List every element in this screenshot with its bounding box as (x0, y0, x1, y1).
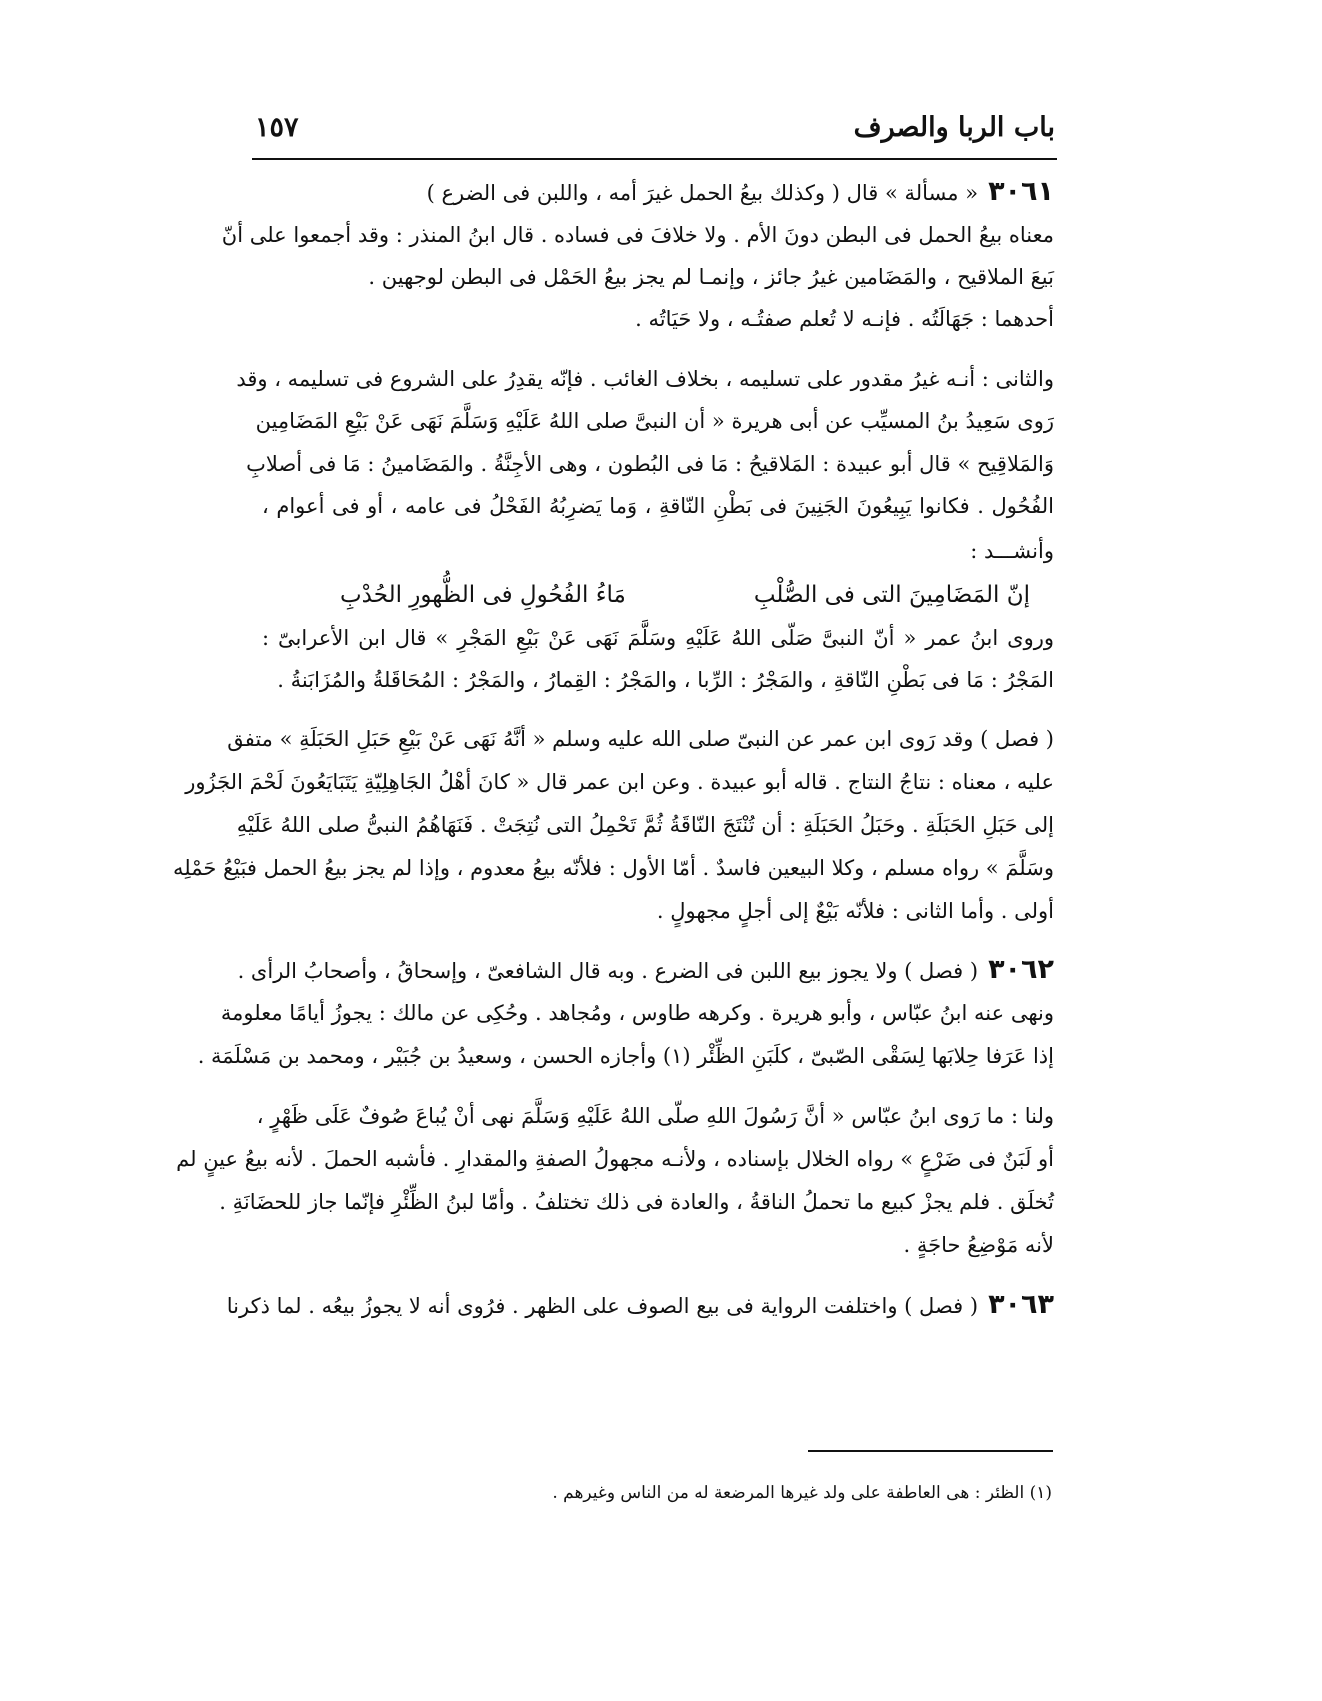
paragraph-number: ٣٠٦٢ (988, 954, 1054, 985)
paragraph-3062-line-4: ولنا : ما رَوى ابنُ عبّاس « أنَّ رَسُولَ اللهِ صلّى اللهُ عَلَيْهِ وَسَلَّمَ نهى أنْ يُباعَ صُوفٌ عَلَى ظَهْرٍ ، (256, 1104, 1054, 1128)
poem-first-hemistich: إنّ المَضَامِينَ التى فى الصُّلْبِ (753, 582, 1030, 608)
reason-two-line-3: وَالمَلاقِيح » قال أبو عبيدة : المَلاقيحُ : مَا فى البُطون ، وهى الأجِنَّةُ . والمَضَامينُ : مَا فى أصلابِ (246, 452, 1054, 476)
paragraph-3062-line-6: تُخلَق . فلم يجزْ كبيع ما تحملُ الناقةُ ، والعادة فى ذلك تختلفُ . وأمّا لبنُ الظِّئْرِ فإنّما جاز للحضَانَةِ . (219, 1190, 1054, 1214)
fasl-habal-line-1: ( فصل ) وقد رَوى ابن عمر عن النبىّ صلى الله عليه وسلم « أنَّهُ نَهَى عَنْ بَيْعِ حَبَلِ الحَبَلَةِ » متفق (227, 727, 1054, 751)
chapter-title: باب الربا والصرف (853, 112, 1055, 143)
footnote: (١) الظئر : هى العاطفة على ولد غيرها المرضعة له من الناس وغيرهم . (552, 1483, 1052, 1503)
fasl-habal-line-5: أولى . وأما الثانى : فلأنّه بَيْعٌ إلى أجلٍ مجهولٍ . (656, 899, 1054, 923)
poem-second-hemistich: مَاءُ الفُحُولِ فى الظُّهورِ الحُدْبِ (340, 582, 626, 608)
paragraph-text: ( فصل ) ولا يجوز بيع اللبن فى الضرع . وبه قال الشافعىّ ، وإسحاقُ ، وأصحابُ الرأى . (237, 959, 979, 983)
running-header (255, 112, 1055, 156)
reason-two-line-2: رَوى سَعِيدُ بنُ المسيِّب عن أبى هريرة « أن النبىَّ صلى اللهُ عَلَيْهِ وَسَلَّمَ نَهَى عَنْ بَيْعِ المَضَامِين (255, 409, 1054, 433)
paragraph-number: ٣٠٦٣ (988, 1289, 1054, 1320)
fasl-habal-line-3: إلى حَبَلِ الحَبَلَةِ . وحَبَلُ الحَبَلَةِ : أن تُنْتَجَ النّاقَةُ ثُمَّ تَحْمِلُ التى نُتِجَتْ . فَنَهَاهُمُ النبىُّ صلى اللهُ عَلَيْهِ (236, 813, 1054, 837)
ibn-umar-line-1: وروى ابنُ عمر « أنّ النبىَّ صَلّى اللهُ عَلَيْهِ وسَلَّمَ نَهَى عَنْ بَيْعِ المَجْرِ » قال ابن الأعرابىّ : (262, 626, 1054, 650)
paragraph-text: « مسألة » قال ( وكذلك بيعُ الحمل غيرَ أمه ، واللبن فى الضرع ) (426, 181, 979, 205)
ibn-umar-line-2: المَجْرُ : مَا فى بَطْنِ النّاقةِ ، والمَجْرُ : الرِّبا ، والمَجْرُ : القِمارُ ، والمَجْرُ : المُحَاقَلةُ والمُزَابَنةُ . (277, 668, 1054, 692)
reason-two-line-5: وأنشـــد : (970, 539, 1054, 563)
footnote-rule (808, 1450, 1053, 1452)
paragraph-number: ٣٠٦١ (988, 176, 1054, 207)
paragraph-3062-line-5: أو لَبَنٌ فى ضَرْعٍ » رواه الخلال بإسناده ، ولأنـه مجهولُ الصفةِ والمقدارِ . فأشبه الحملَ . لأنه بيعُ عينٍ لم (176, 1147, 1054, 1171)
poem-verse (340, 580, 1030, 616)
paragraph-3061-line-1 (420, 177, 1054, 211)
paragraph-3063-line-1 (226, 1289, 1054, 1324)
paragraph-3062-line-3: إذا عَرَفا حِلابَها لِسَقْى الصّبىّ ، كلَبَنِ الظِّئْر (١) وأجازه الحسن ، وسعيدُ بن جُبَيْر ، ومحمد بن مَسْلَمَة . (197, 1044, 1054, 1068)
paragraph-3062-line-1 (237, 954, 1054, 989)
fasl-habal-line-4: وسَلَّمَ » رواه مسلم ، وكلا البيعين فاسدٌ . أمّا الأول : فلأنّه بيعُ معدوم ، وإذا لم يجز بيعُ الحمل فبَيْعُ حَمْلِه (173, 856, 1054, 880)
paragraph-3061-line-3: بَيعَ الملاقيح ، والمَضَامين غيرُ جائز ، وإنمـا لم يجز بيعُ الحَمْل فى البطن لوجهين . (368, 265, 1054, 289)
paragraph-3062-line-7: لأنه مَوْضِعُ حاجَةٍ . (903, 1233, 1054, 1257)
header-rule (252, 158, 1057, 160)
paragraph-3061-line-4: أحدهما : جَهَالَتُه . فإنـه لا تُعلم صفتُـه ، ولا حَيَاتُه . (635, 307, 1054, 331)
paragraph-3061-line-2: معناه بيعُ الحمل فى البطن دونَ الأم . ولا خلافَ فى فساده . قال ابنُ المنذر : وقد أجمعوا على أنّ (221, 223, 1054, 247)
reason-two-line-4: الفُحُول . فكانوا يَبِيعُونَ الجَنِينَ فى بَطْنِ النّاقةِ ، وَما يَضرِبُهُ الفَحْلُ فى عامه ، أو فى أعوام ، (262, 494, 1054, 518)
reason-two-line-1: والثانى : أنـه غيرُ مقدور على تسليمه ، بخلاف الغائب . فإنّه يقدِرُ على الشروع فى تسليمه ، وقد (236, 367, 1054, 391)
fasl-habal-line-2: عليه ، معناه : نتاجُ النتاج . قاله أبو عبيدة . وعن ابن عمر قال « كانَ أهْلُ الجَاهِلِيّةِ يَتَبَايَعُونَ لَحْمَ الجَزُور (185, 770, 1054, 794)
page-number: ١٥٧ (255, 112, 299, 143)
paragraph-3062-line-2: ونهى عنه ابنُ عبّاس ، وأبو هريرة . وكرهه طاوس ، ومُجاهد . وحُكِى عن مالك : يجوزُ أيامًا معلومة (220, 1001, 1054, 1025)
paragraph-text: ( فصل ) واختلفت الرواية فى بيع الصوف على الظهر . فرُوى أنه لا يجوزُ بيعُه . لما ذكرنا (226, 1294, 979, 1318)
